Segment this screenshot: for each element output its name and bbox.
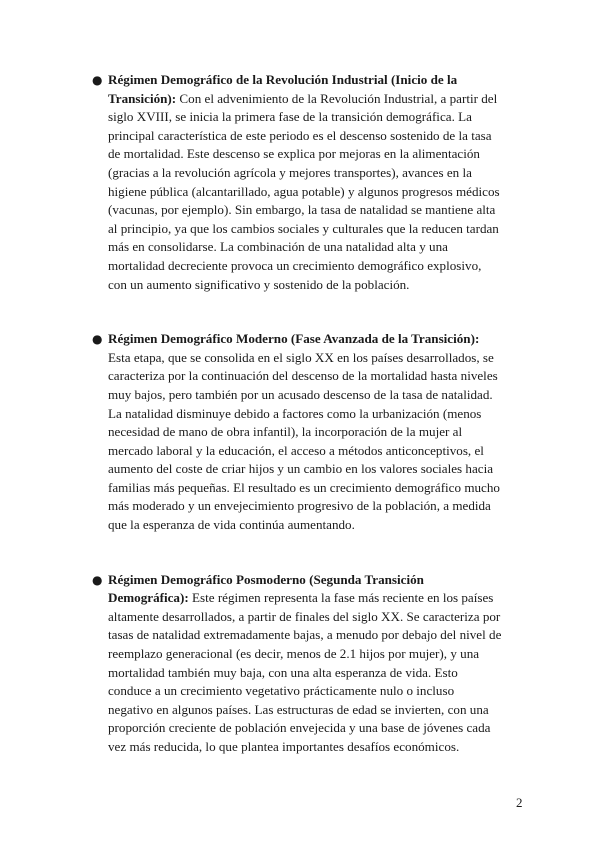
item-heading: Régimen Demográfico Moderno (Fase Avanzada de la Transición): (108, 331, 480, 347)
bullet-list (92, 71, 502, 793)
item-heading: Régimen Demográfico Posmoderno (Segunda Transición Demográfica): (108, 571, 424, 606)
item-heading: Régimen Demográfico de la Revolución Industrial (Inicio de la Transición): (108, 72, 458, 106)
page-number: 2 (516, 795, 523, 810)
list-item (92, 71, 502, 294)
item-body: Este régimen representa la fase más reciente en los países altamente desarrollados, a partir de finales del siglo XX. Se caracteriza por tasas de natalidad extremadamente bajas, a menudo por debajo del nivel de reemplazo generacional (es decir, menos de 2.1 hijos por mujer), y una mortalidad también muy baja, con una alta esperanza de vida. Esto conduce a un crecimiento vegetativo prácticamente nulo o incluso negativo en algunos países. Las estructuras de edad se invierten, con una proporción creciente de población envejecida y una base de jóvenes cada vez más reducida, lo que plantea importantes desafíos económicos. (108, 590, 502, 754)
bullet-icon: ● (92, 73, 103, 87)
bullet-icon: ● (92, 572, 103, 587)
bullet-icon: ● (92, 332, 103, 347)
list-item (92, 330, 502, 535)
list-item (92, 571, 502, 757)
item-body: Esta etapa, que se consolida en el siglo XX en los países desarrollados, se caracteriza por la continuación del descenso de la mortalidad hasta niveles muy bajos, pero también por un acusado descenso de la tasa de natalidad. La natalidad disminuye debido a factores como la urbanización (menos necesidad de mano de obra infantil), la incorporación de la mujer al mercado laboral y la educación, el acceso a métodos anticonceptivos, el aumento del coste de criar hijos y un cambio en los valores sociales hacia familias más pequeñas. El resultado es un crecimiento demográfico mucho más moderado y un envejecimiento progresivo de la población, a medida que la esperanza de vida continúa aumentando. (108, 349, 500, 533)
item-body: Con el advenimiento de la Revolución Industrial, a partir del siglo XVIII, se inicia la primera fase de la transición demográfica. La principal característica de este periodo es el descenso sostenido de la tasa de mortalidad. Este descenso se explica por mejoras en la alimentación (gracias a la revolución agrícola y mejores transportes), avances en la higiene pública (alcantarillado, agua potable) y algunos progresos médicos (vacunas, por ejemplo). Sin embargo, la tasa de natalidad se mantiene alta al principio, ya que los cambios sociales y culturales que la reducen tardan más en consolidarse. La combinación de una natalidad alta y una mortalidad decreciente provoca un crecimiento demográfico explosivo, con un aumento significativo y sostenido de la población. (108, 90, 500, 292)
